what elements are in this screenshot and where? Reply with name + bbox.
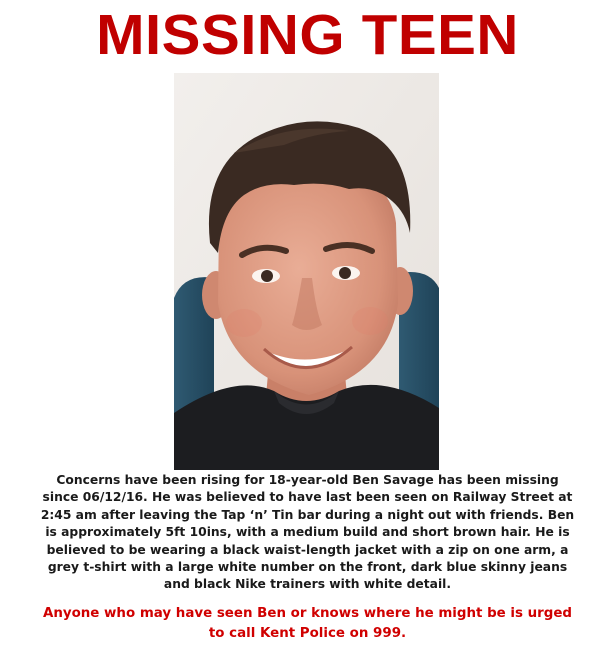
missing-person-description: Concerns have been rising for 18-year-old Ben Savage has been missing since 06/12/16. He was believed to have last been seen on Railway Street at 2:45 am after leaving the Tap ‘n’ Tin bar during a night out with friends. Ben is approximately 5ft 10ins, with a medium build and short brown hair. He is believed to be wearing a black waist-length jacket with a zip on one arm, a grey t-shirt with a large white number on the front, dark blue skinny jeans and black Nike trainers with white detail.	[40, 473, 575, 592]
police-appeal: Anyone who may have seen Ben or knows where he might be is urged to call Kent Police on 999.	[42, 606, 573, 641]
poster-headline: MISSING TEEN	[96, 3, 519, 67]
portrait-photo	[174, 73, 439, 470]
